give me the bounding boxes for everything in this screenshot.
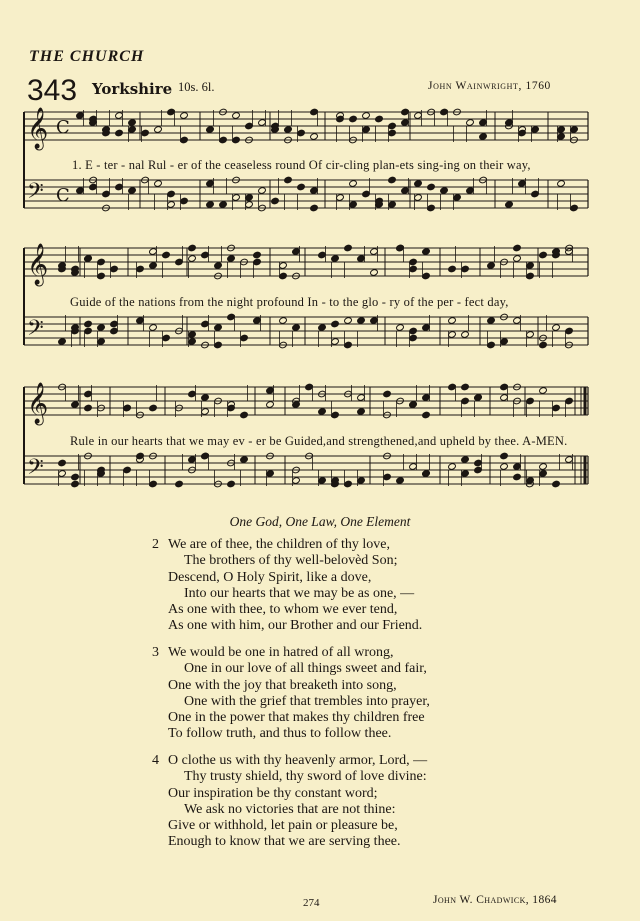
note-head — [349, 180, 358, 188]
note-head — [115, 129, 124, 137]
stanza-line: Into our hearts that we may be as one, — — [184, 585, 415, 601]
note-head — [71, 401, 80, 409]
tune-name: Yorkshire — [92, 80, 173, 98]
note-head — [331, 320, 340, 328]
note-head — [154, 126, 163, 134]
hymn-title: One God, One Law, One Element — [229, 514, 411, 529]
note-head — [487, 317, 496, 325]
author-credit: John W. Chadwick, 1864 — [433, 894, 557, 906]
note-head — [214, 324, 223, 332]
note-head — [292, 324, 301, 332]
stanza-line: Thy trusty shield, thy sword of love divine: — [184, 769, 427, 785]
note-head — [219, 201, 228, 209]
hymn-meter: 10s. 6l. — [178, 80, 215, 94]
note-head — [271, 197, 280, 205]
note-head — [448, 317, 457, 325]
note-head — [318, 324, 327, 332]
note-head — [557, 180, 566, 188]
note-head — [97, 324, 106, 332]
section-header: THE CHURCH — [29, 48, 145, 65]
note-head — [232, 112, 241, 120]
note-head — [422, 248, 431, 256]
note-head — [227, 480, 236, 488]
bass-clef: 𝄢 — [27, 179, 44, 209]
note-head — [149, 262, 158, 270]
note-head — [539, 463, 548, 471]
page-number: 274 — [303, 897, 320, 909]
note-head — [466, 119, 475, 127]
stanza-number: 4 — [152, 753, 159, 768]
note-head — [71, 473, 80, 481]
note-head — [427, 183, 436, 191]
stanza-line: Enough to know that we are serving thee. — [168, 834, 401, 850]
stanza-line: We would be one in hatred of all wrong, — [168, 645, 394, 660]
note-head — [310, 133, 319, 141]
stanza-line: One in our love of all things sweet and fair, — [184, 661, 427, 677]
note-head — [370, 269, 379, 277]
note-head — [479, 133, 488, 141]
note-head — [206, 126, 215, 134]
note-head — [284, 126, 293, 134]
note-head — [383, 390, 392, 398]
note-head — [349, 115, 358, 123]
note-head — [284, 176, 293, 184]
note-head — [500, 452, 509, 460]
stanza-line: Descend, O Holy Spirit, like a dove, — [168, 569, 372, 585]
note-head — [513, 473, 522, 481]
note-head — [149, 324, 158, 332]
note-head — [331, 255, 340, 263]
note-head — [227, 255, 236, 263]
treble-clef: 𝄞 — [27, 383, 49, 424]
note-head — [552, 324, 561, 332]
note-head — [58, 338, 67, 346]
note-head — [206, 201, 215, 209]
stanza-line: One with the grief that trembles into prayer, — [184, 693, 430, 709]
note-head — [487, 262, 496, 270]
note-head — [240, 411, 249, 419]
note-head — [162, 251, 171, 259]
note-head — [84, 320, 93, 328]
note-head — [505, 201, 514, 209]
note-head — [188, 255, 197, 263]
note-head — [188, 244, 197, 252]
note-head — [539, 387, 548, 395]
note-head — [375, 115, 384, 123]
common-time: C — [56, 117, 70, 138]
note-head — [84, 255, 93, 263]
stanza-line: We ask no victories that are not thine: — [184, 801, 396, 817]
note-head — [414, 180, 423, 188]
note-head — [344, 317, 353, 325]
composer-credit: John Wainwright, 1760 — [428, 80, 551, 92]
lyric-line-3: Rule in our hearts that we may ev - er be Guided,and strengthened,and upheld by thee. A-MEN. — [70, 434, 568, 448]
note-head — [396, 324, 405, 332]
note-head — [388, 176, 397, 184]
note-head — [149, 404, 158, 412]
note-head — [258, 187, 267, 195]
bass-clef: 𝄢 — [27, 455, 44, 485]
note-head — [448, 463, 457, 471]
stanza-line: As one with thee, to whom we ever tend, — [168, 602, 398, 618]
note-head — [362, 112, 371, 120]
note-head — [175, 480, 184, 488]
note-head — [240, 456, 249, 464]
note-head — [448, 265, 457, 273]
lyric-line-2: Guide of the nations from the night profound In - to the glo - ry of the per - fect day, — [70, 295, 509, 309]
note-head — [71, 480, 80, 488]
note-head — [180, 112, 189, 120]
note-head — [318, 408, 327, 416]
note-head — [422, 411, 431, 419]
note-head — [513, 244, 522, 252]
note-head — [279, 317, 288, 325]
stanza-number: 2 — [152, 537, 159, 552]
note-head — [440, 187, 449, 195]
note-head — [310, 204, 319, 212]
note-head — [344, 244, 353, 252]
stanza-line: Our inspiration be thy constant word; — [168, 785, 378, 801]
hymn-number: 343 — [27, 74, 78, 107]
stanza-line: One with the joy that breaketh into song, — [168, 677, 397, 693]
stanza-line: The brothers of thy well-belovèd Son; — [184, 553, 398, 569]
note-head — [84, 404, 93, 412]
stanza-line: We are of thee, the children of thy love, — [168, 537, 391, 552]
treble-clef: 𝄞 — [27, 108, 49, 149]
note-head — [58, 459, 67, 467]
stanza-line: Give or withhold, let pain or pleasure be, — [168, 818, 398, 834]
note-head — [461, 331, 470, 339]
common-time: C — [56, 185, 70, 206]
treble-clef: 𝄞 — [27, 244, 49, 285]
note-head — [461, 456, 470, 464]
note-head — [396, 477, 405, 485]
stanza-line: O clothe us with thy heavenly armor, Lord, — — [168, 753, 428, 768]
note-head — [128, 119, 137, 127]
note-head — [128, 187, 137, 195]
note-head — [513, 255, 522, 263]
note-head — [461, 383, 470, 391]
lyric-line-1: 1. E - ter - nal Rul - er of the ceaseless round Of cir-cling plan-ets sing-ing on their way, — [72, 158, 531, 172]
note-head — [500, 463, 509, 471]
note-head — [201, 394, 210, 402]
note-head — [552, 480, 561, 488]
note-head — [539, 251, 548, 259]
stanza-line: To follow truth, and thus to follow thee. — [168, 726, 392, 742]
note-head — [297, 183, 306, 191]
stanza-line: One in the power that makes thy children free — [168, 710, 425, 726]
note-head — [266, 401, 275, 409]
note-head — [154, 180, 163, 188]
stanza-line: As one with him, our Brother and our Friend. — [168, 618, 423, 634]
note-head — [357, 317, 366, 325]
note-head — [357, 408, 366, 416]
bass-clef: 𝄢 — [27, 316, 44, 346]
note-head — [253, 251, 262, 259]
note-head — [214, 262, 223, 270]
note-head — [539, 341, 548, 349]
stanza-number: 3 — [152, 645, 159, 660]
